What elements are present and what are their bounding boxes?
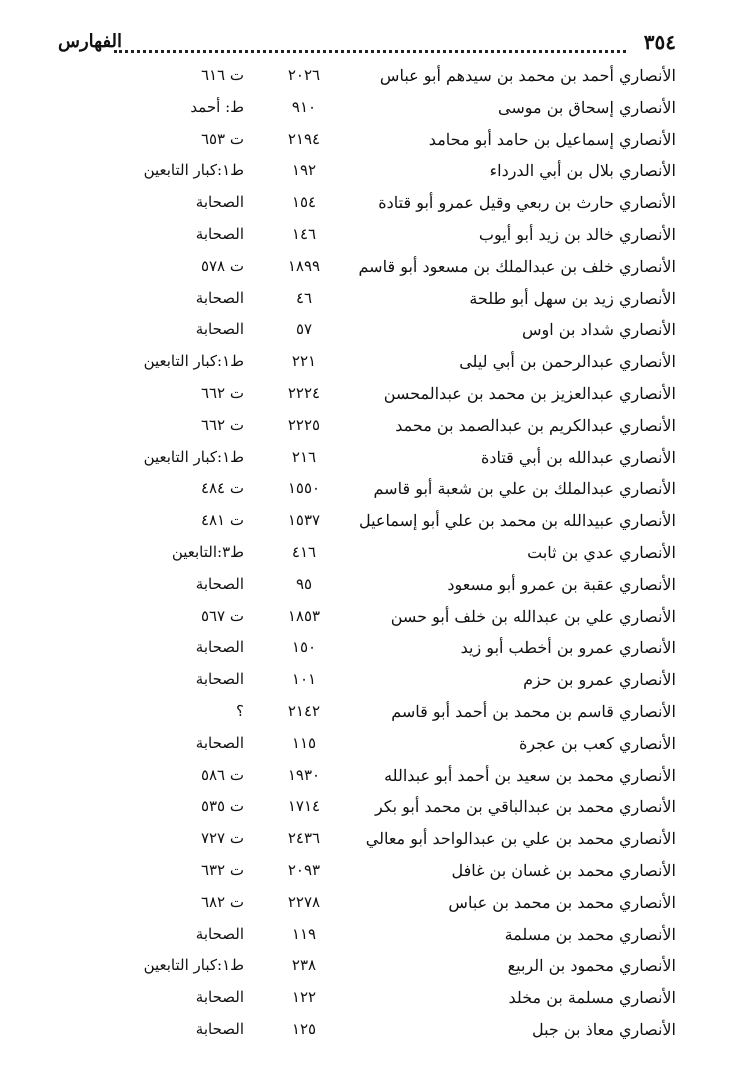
entry-name: الأنصاري عبيدالله بن محمد بن علي أبو إسماعيل (358, 511, 676, 531)
entry-name: الأنصاري شداد بن اوس (522, 320, 676, 340)
index-entry (0, 124, 746, 156)
entry-name: الأنصاري خالد بن زيد أبو أيوب (478, 224, 676, 244)
entry-category: ط٣:التابعين (171, 542, 244, 561)
entry-number: ٩١٠ (291, 97, 317, 116)
entry-name: الأنصاري قاسم بن محمد بن أحمد أبو قاسم (391, 701, 676, 721)
entry-category: ت ٥٧٨ (200, 256, 244, 275)
entry-name: الأنصاري علي بن عبدالله بن خلف أبو حسن (390, 606, 676, 626)
entry-number: ٢٠٩٣ (287, 860, 321, 879)
index-entry (0, 219, 746, 251)
entry-category: ت ٦٦٢ (200, 415, 244, 434)
entry-name: الأنصاري عبدالكريم بن عبدالصمد بن محمد (395, 415, 676, 435)
entry-number: ١٨٥٣ (287, 606, 321, 625)
entry-number: ١٥٣٧ (287, 511, 321, 530)
entry-category: ت ٥٦٧ (200, 606, 244, 625)
index-entry (0, 664, 746, 696)
entry-number: ٢١٦ (291, 447, 317, 466)
entry-category: ط١:كبار التابعين (143, 161, 244, 180)
entry-name: الأنصاري إسماعيل بن حامد أبو محامد (428, 129, 676, 149)
entry-name: الأنصاري زيد بن سهل أبو طلحة (469, 288, 676, 308)
index-entry (0, 537, 746, 569)
index-entry (0, 283, 746, 315)
entry-name: الأنصاري محمد بن محمد بن عباس (448, 892, 676, 912)
entry-number: ٢٣٨ (291, 956, 317, 975)
entry-category: الصحابة (195, 988, 244, 1007)
entry-name: الأنصاري خلف بن عبدالملك بن مسعود أبو قاسم (358, 256, 676, 276)
entry-number: ٢٢٢٤ (287, 383, 321, 402)
entry-category: ت ٤٨١ (200, 511, 244, 530)
entry-name: الأنصاري محمد بن سعيد بن أحمد أبو عبدالله (384, 765, 676, 785)
entry-name: الأنصاري إسحاق بن موسى (498, 97, 676, 117)
entry-number: ٩٥ (295, 574, 313, 593)
entry-name: الأنصاري عقبة بن عمرو أبو مسعود (447, 574, 676, 594)
entry-name: الأنصاري بلال بن أبي الدرداء (489, 161, 676, 181)
entry-name: الأنصاري مسلمة بن مخلد (508, 988, 676, 1008)
entry-category: الصحابة (195, 638, 244, 657)
index-entry (0, 410, 746, 442)
entry-number: ٥٧ (295, 320, 313, 339)
header-dotted-leader (114, 34, 626, 53)
entry-name: الأنصاري عبدالرحمن بن أبي ليلى (459, 352, 676, 372)
entry-name: الأنصاري عبدالعزيز بن محمد بن عبدالمحسن (383, 383, 676, 403)
entry-number: ٤١٦ (291, 542, 317, 561)
entry-name: الأنصاري محمد بن غسان بن غافل (451, 860, 676, 880)
index-entry (0, 823, 746, 855)
entry-category: ت ٦٥٣ (200, 129, 244, 148)
entry-number: ١١٥ (291, 733, 317, 752)
entry-number: ١٧١٤ (287, 797, 321, 816)
entry-name: الأنصاري معاذ بن جبل (531, 1019, 676, 1039)
index-entry (0, 314, 746, 346)
entry-number: ١٥٤ (291, 193, 317, 212)
entry-category: الصحابة (195, 288, 244, 307)
entry-number: ٢٢٢٥ (287, 415, 321, 434)
entry-category: الصحابة (195, 193, 244, 212)
entry-name: الأنصاري عبدالملك بن علي بن شعبة أبو قاسم (373, 479, 676, 499)
entry-number: ١٢٥ (291, 1019, 317, 1038)
entry-number: ١٩٣٠ (287, 765, 321, 784)
entry-number: ٢١٩٤ (287, 129, 321, 148)
index-entry (0, 1014, 746, 1046)
entry-number: ٤٦ (295, 288, 313, 307)
index-entry (0, 982, 746, 1014)
index-entry (0, 728, 746, 760)
entry-number: ١٨٩٩ (287, 256, 321, 275)
index-entry (0, 950, 746, 982)
entry-number: ١٥٠ (291, 638, 317, 657)
entry-name: الأنصاري محمد بن علي بن عبدالواحد أبو معالي (365, 829, 676, 849)
index-entry (0, 887, 746, 919)
entry-category: ت ٥٣٥ (200, 797, 244, 816)
entry-name: الأنصاري أحمد بن محمد بن سيدهم أبو عباس (379, 66, 676, 85)
entry-category: الصحابة (195, 924, 244, 943)
index-entry (0, 696, 746, 728)
entry-category: ط: أحمد (190, 97, 244, 116)
index-entry (0, 760, 746, 792)
entry-number: ١٩٢ (291, 161, 317, 180)
index-entry (0, 569, 746, 601)
entry-name: الأنصاري كعب بن عجرة (518, 733, 676, 753)
entry-name: الأنصاري عدي بن ثابت (527, 542, 676, 562)
entry-category: ت ٦١٦ (200, 66, 244, 84)
entry-number: ١٥٥٠ (287, 479, 321, 498)
entry-category: ت ٦٣٢ (200, 860, 244, 879)
entry-name: الأنصاري محمد بن عبدالباقي بن محمد أبو بكر (374, 797, 676, 817)
entry-category: الصحابة (195, 670, 244, 689)
entry-category: ت ٦٨٢ (200, 892, 244, 911)
index-entry (0, 378, 746, 410)
entry-category: ؟ (236, 701, 244, 720)
entry-number: ٢٠٢٦ (287, 66, 321, 84)
index-entry (0, 155, 746, 187)
index-entry (0, 791, 746, 823)
index-entry (0, 632, 746, 664)
entry-number: ٢٢١ (291, 352, 317, 371)
index-entry (0, 505, 746, 537)
page-number: ٣٥٤ (643, 30, 676, 54)
entry-category: الصحابة (195, 574, 244, 593)
index-entry (0, 60, 746, 92)
page-header (58, 28, 676, 58)
entry-number: ١١٩ (291, 924, 317, 943)
index-entry (0, 855, 746, 887)
index-entry (0, 601, 746, 633)
index-entry (0, 442, 746, 474)
entry-number: ١٤٦ (291, 224, 317, 243)
entry-category: ط١:كبار التابعين (143, 352, 244, 371)
entry-category: الصحابة (195, 733, 244, 752)
entry-category: ط١:كبار التابعين (143, 956, 244, 975)
entry-number: ١٢٢ (291, 988, 317, 1007)
entry-category: ت ٦٦٢ (200, 383, 244, 402)
entry-name: الأنصاري محمود بن الربيع (507, 956, 676, 976)
entry-number: ١٠١ (291, 670, 317, 689)
index-entry (0, 92, 746, 124)
entry-name: الأنصاري محمد بن مسلمة (504, 924, 676, 944)
index-entry (0, 473, 746, 505)
section-title: الفهارس (58, 31, 123, 52)
entry-category: ت ٥٨٦ (200, 765, 244, 784)
index-entries (0, 60, 746, 1046)
entry-name: الأنصاري عمرو بن أخطب أبو زيد (460, 638, 676, 658)
entry-name: الأنصاري حارث بن ربعي وقيل عمرو أبو قتادة (378, 193, 676, 213)
entry-category: الصحابة (195, 1019, 244, 1038)
entry-category: ط١:كبار التابعين (143, 447, 244, 466)
entry-number: ٢٤٣٦ (287, 829, 321, 848)
entry-number: ٢٢٧٨ (287, 892, 321, 911)
entry-name: الأنصاري عمرو بن حزم (523, 670, 676, 690)
index-entry (0, 919, 746, 951)
index-entry (0, 346, 746, 378)
entry-category: ت ٤٨٤ (200, 479, 244, 498)
entry-category: الصحابة (195, 320, 244, 339)
entry-name: الأنصاري عبدالله بن أبي قتادة (480, 447, 676, 467)
entry-category: ت ٧٢٧ (200, 829, 244, 848)
entry-category: الصحابة (195, 224, 244, 243)
index-entry (0, 187, 746, 219)
entry-number: ٢١٤٢ (287, 701, 321, 720)
index-entry (0, 251, 746, 283)
